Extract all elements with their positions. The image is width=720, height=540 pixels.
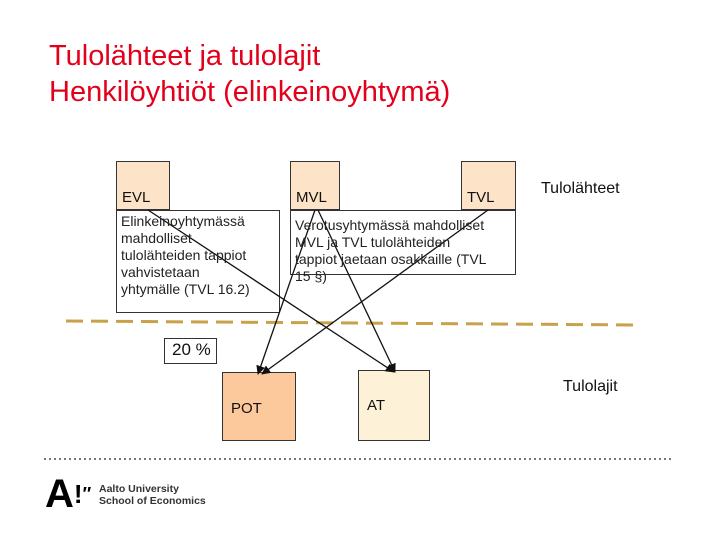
right-note-line: tappiot jaetaan osakkaille (TVL bbox=[295, 251, 487, 267]
tvl-label: TVL bbox=[467, 189, 495, 206]
left-note-line: tulolähteiden tappiot bbox=[121, 247, 247, 263]
right-note-line: Verotusyhtymässä mahdolliset bbox=[295, 217, 485, 233]
tulolahteet-label: Tulolähteet bbox=[541, 180, 620, 197]
at-label: AT bbox=[367, 397, 386, 414]
left-note-line: vahvistetaan bbox=[121, 264, 200, 280]
right-note-line: 15 §) bbox=[295, 268, 327, 284]
mvl-label: MVL bbox=[296, 189, 327, 206]
left-note-line: Elinkeinoyhtymässä bbox=[121, 213, 245, 229]
logo-line-1: Aalto University bbox=[99, 483, 179, 495]
aalto-logo-mark: A!″ bbox=[45, 472, 92, 516]
left-note-line: mahdolliset bbox=[121, 230, 192, 246]
evl-label: EVL bbox=[122, 189, 151, 206]
title-line-1: Tulolähteet ja tulolajit bbox=[49, 40, 321, 72]
percent-label: 20 % bbox=[172, 340, 211, 359]
logo-line-2: School of Economics bbox=[99, 495, 206, 507]
right-note-text bbox=[295, 217, 486, 285]
pot-label: POT bbox=[231, 400, 262, 417]
title-line-2: Henkilöyhtiöt (elinkeinoyhtymä) bbox=[49, 76, 451, 108]
dashed-separator bbox=[66, 321, 640, 325]
tulolajit-label: Tulolajit bbox=[563, 378, 618, 395]
left-note-line: yhtymälle (TVL 16.2) bbox=[121, 281, 250, 297]
left-note-text bbox=[121, 213, 250, 298]
right-note-line: MVL ja TVL tulolähteiden bbox=[295, 234, 451, 250]
